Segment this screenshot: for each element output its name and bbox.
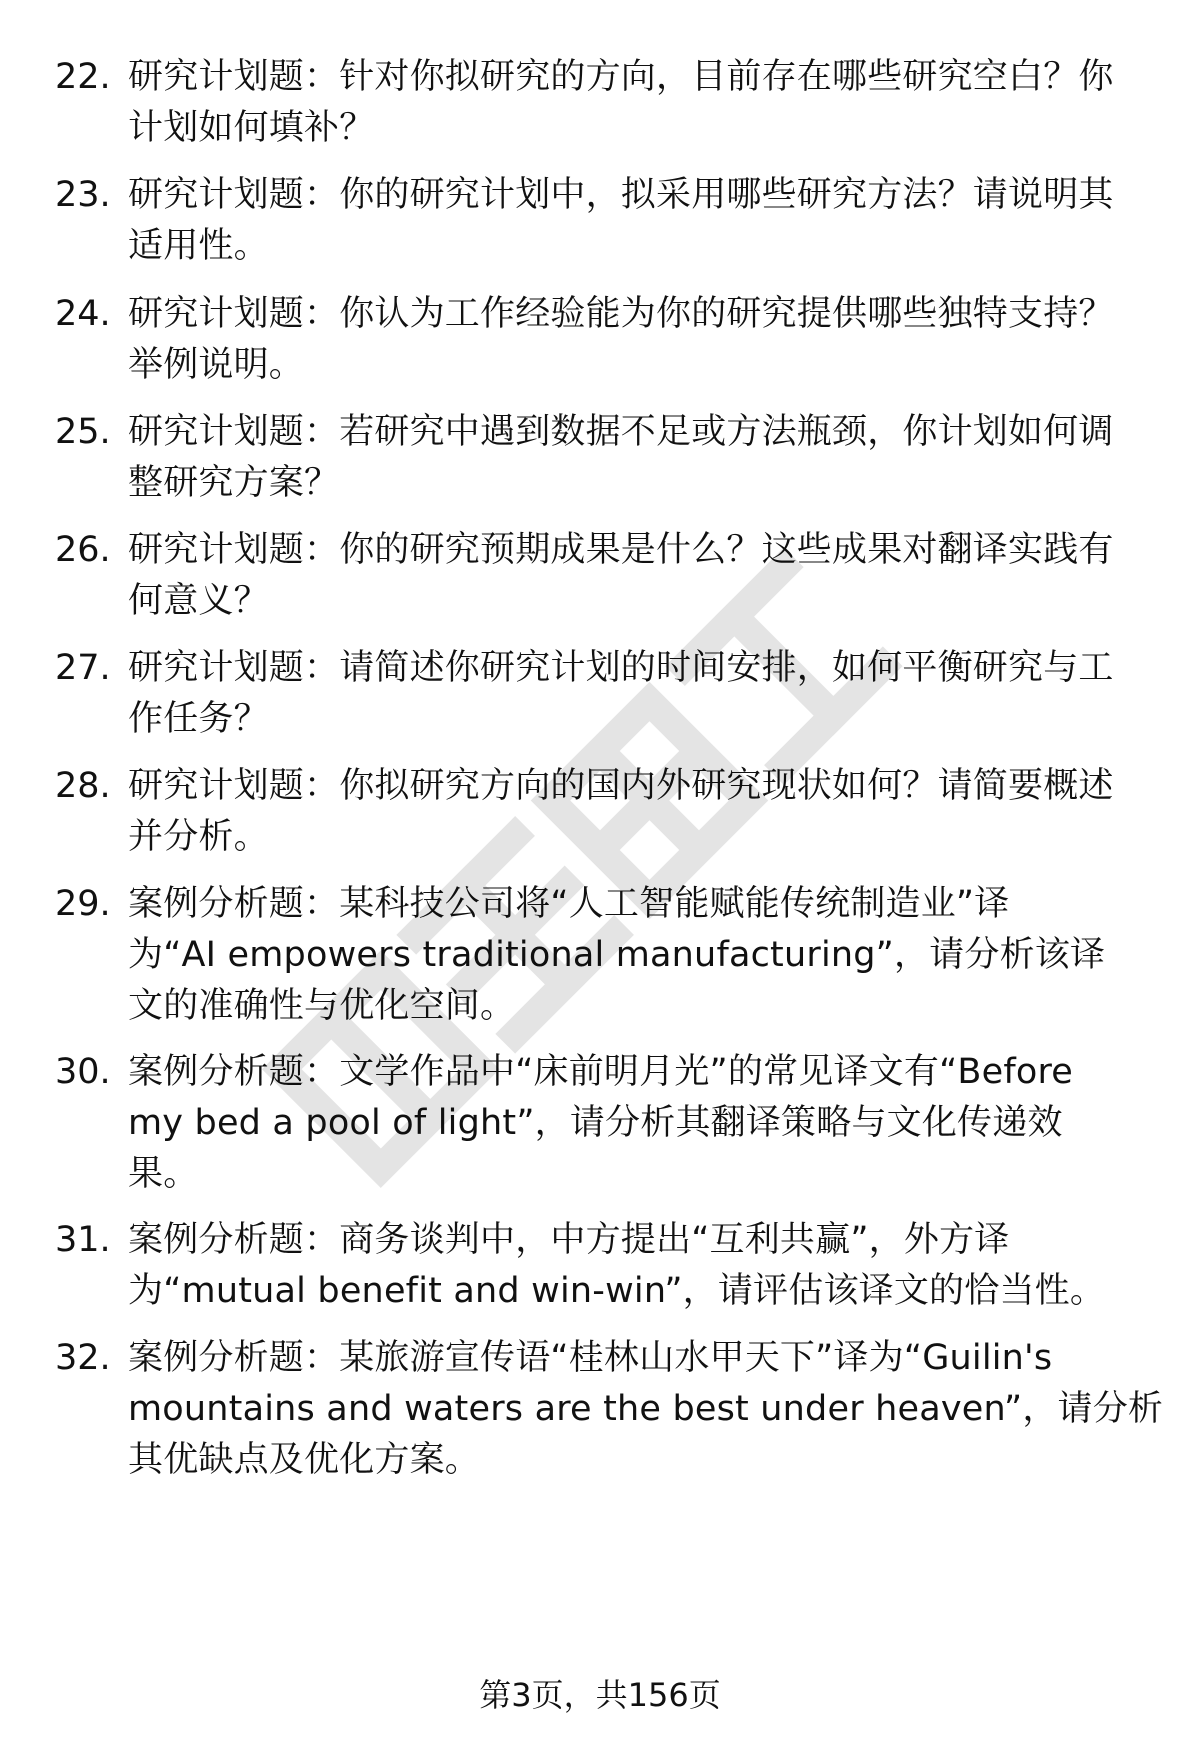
question-text-line: 计划如何填补？ xyxy=(128,108,375,148)
question-number: 32. xyxy=(55,1338,111,1378)
question-text-line: 研究计划题：若研究中遇到数据不足或方法瓶颈，你计划如何调 xyxy=(128,412,1114,452)
question-text-line: 研究计划题：针对你拟研究的方向，目前存在哪些研究空白？你 xyxy=(128,57,1114,97)
question-text-line: 何意义？ xyxy=(128,581,269,621)
question-text-line: 案例分析题：文学作品中“床前明月光”的常见译文有“Before xyxy=(128,1052,1074,1092)
question-text-line: 其优缺点及优化方案。 xyxy=(128,1440,481,1480)
question-text-line: 举例说明。 xyxy=(128,345,305,385)
question-text-line: 整研究方案？ xyxy=(128,463,340,503)
question-number: 26. xyxy=(55,530,111,570)
question-text-line: 适用性。 xyxy=(128,226,269,266)
question-text-line: 案例分析题：某旅游宣传语“桂林山水甲天下”译为“Guilin's xyxy=(128,1338,1053,1378)
question-text-line: 研究计划题：你的研究计划中，拟采用哪些研究方法？请说明其 xyxy=(128,175,1114,215)
question-text-line: 研究计划题：你认为工作经验能为你的研究提供哪些独特支持？ xyxy=(128,294,1114,334)
question-text-line: 果。 xyxy=(128,1154,199,1194)
question-number: 28. xyxy=(55,766,111,806)
question-number: 27. xyxy=(55,648,111,688)
question-text-line: 为“mutual benefit and win-win”，请评估该译文的恰当性。 xyxy=(128,1271,1106,1311)
question-number: 24. xyxy=(55,294,111,334)
question-text-line: 研究计划题：你拟研究方向的国内外研究现状如何？请简要概述 xyxy=(128,766,1114,806)
question-number: 30. xyxy=(55,1052,111,1092)
question-text-line: 研究计划题：你的研究预期成果是什么？这些成果对翻译实践有 xyxy=(128,530,1114,570)
question-number: 25. xyxy=(55,412,111,452)
question-text-line: 作任务？ xyxy=(128,699,269,739)
question-text-line: 并分析。 xyxy=(128,817,269,857)
question-text-line: 为“AI empowers traditional manufacturing”，请分析该译 xyxy=(128,935,1106,975)
question-number: 23. xyxy=(55,175,111,215)
question-text-line: 案例分析题：某科技公司将“人工智能赋能传统制造业”译 xyxy=(128,884,1010,924)
question-text-line: mountains and waters are the best under heaven”，请分析 xyxy=(128,1389,1164,1429)
question-text-line: 研究计划题：请简述你研究计划的时间安排，如何平衡研究与工 xyxy=(128,648,1114,688)
page-footer: 第3页，共156页 xyxy=(479,1676,721,1714)
question-number: 22. xyxy=(55,57,111,97)
question-text-line: 文的准确性与优化空间。 xyxy=(128,986,516,1026)
question-text-line: my bed a pool of light”，请分析其翻译策略与文化传递效 xyxy=(128,1103,1063,1143)
question-number: 31. xyxy=(55,1220,111,1260)
question-number: 29. xyxy=(55,884,111,924)
question-text-line: 案例分析题：商务谈判中，中方提出“互利共赢”，外方译 xyxy=(128,1220,1010,1260)
